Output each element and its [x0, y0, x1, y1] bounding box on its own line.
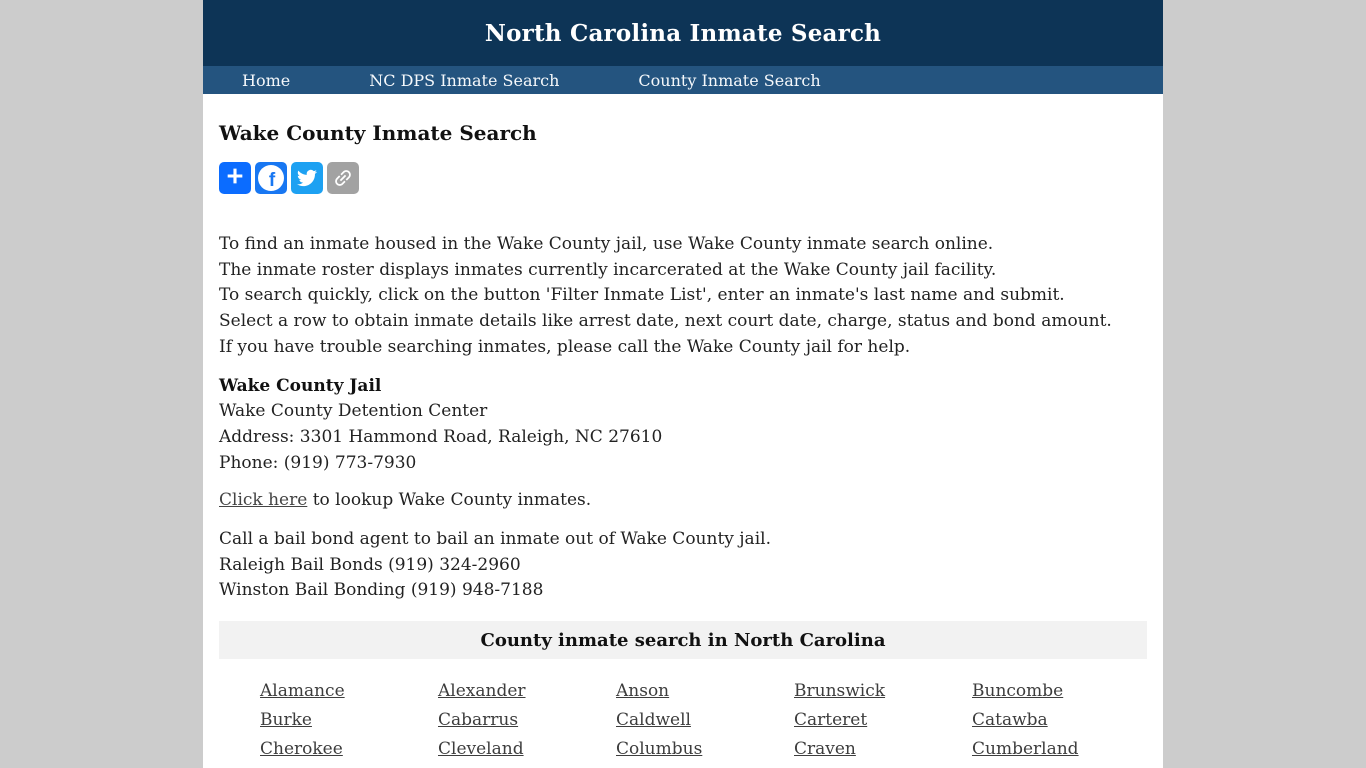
county-link-carteret[interactable]: Carteret — [794, 709, 868, 730]
copy-link-button[interactable] — [327, 162, 359, 194]
intro-line: To find an inmate housed in the Wake County jail, use Wake County inmate search online. — [219, 234, 994, 254]
bail-line: Raleigh Bail Bonds (919) 324-2960 — [219, 554, 521, 575]
county-link-burke[interactable]: Burke — [260, 709, 312, 730]
county-link-columbus[interactable]: Columbus — [616, 738, 703, 759]
share-icon — [224, 165, 246, 191]
county-section-header — [219, 621, 1147, 659]
site-header — [203, 0, 1163, 66]
county-link-brunswick[interactable]: Brunswick — [794, 680, 886, 701]
page-title: Wake County Inmate Search — [219, 121, 537, 145]
county-link-catawba[interactable]: Catawba — [972, 709, 1048, 730]
site-title: North Carolina Inmate Search — [484, 19, 882, 47]
facebook-icon: f — [258, 165, 284, 191]
bail-info — [219, 527, 1147, 604]
county-link-craven[interactable]: Craven — [794, 738, 856, 759]
page-container — [203, 0, 1163, 768]
twitter-share-button[interactable] — [291, 162, 323, 194]
twitter-icon — [297, 168, 317, 188]
county-link-buncombe[interactable]: Buncombe — [972, 680, 1064, 701]
lookup-paragraph — [219, 488, 1147, 514]
intro-line: Select a row to obtain inmate details like arrest date, next court date, charge, status and bond amount. — [219, 311, 1112, 332]
intro-paragraph — [219, 232, 1147, 361]
county-link-alamance[interactable]: Alamance — [260, 680, 345, 701]
county-link-cleveland[interactable]: Cleveland — [438, 738, 524, 759]
share-button[interactable] — [219, 162, 251, 194]
county-link-cumberland[interactable]: Cumberland — [972, 738, 1079, 759]
link-icon — [327, 162, 358, 193]
jail-name: Wake County Jail — [219, 375, 382, 396]
jail-address: Address: 3301 Hammond Road, Raleigh, NC 27610 — [219, 426, 663, 447]
main-content — [203, 120, 1163, 768]
main-nav — [203, 66, 1163, 94]
county-links-grid — [260, 676, 1147, 763]
lookup-rest-text: to lookup Wake County inmates. — [307, 490, 592, 511]
county-section-title: County inmate search in North Carolina — [480, 629, 886, 651]
county-link-caldwell[interactable]: Caldwell — [616, 709, 691, 730]
nav-item-nc-dps-inmate-search[interactable]: NC DPS Inmate Search — [369, 70, 560, 90]
jail-info — [219, 374, 1147, 477]
county-link-anson[interactable]: Anson — [616, 680, 670, 701]
nav-item-home[interactable]: Home — [242, 70, 291, 90]
county-link-cherokee[interactable]: Cherokee — [260, 738, 343, 759]
lookup-link[interactable]: Click here — [219, 490, 308, 511]
facebook-share-button[interactable] — [255, 162, 287, 194]
intro-line: To search quickly, click on the button 'Filter Inmate List', enter an inmate's last name and submit. — [219, 285, 1065, 306]
jail-detention-center: Wake County Detention Center — [219, 401, 488, 422]
county-link-alexander[interactable]: Alexander — [438, 680, 526, 701]
intro-line: If you have trouble searching inmates, please call the Wake County jail for help. — [219, 336, 911, 357]
nav-item-county-inmate-search[interactable]: County Inmate Search — [638, 70, 821, 90]
jail-phone: Phone: (919) 773-7930 — [219, 452, 417, 473]
bail-line: Winston Bail Bonding (919) 948-7188 — [219, 580, 544, 601]
share-buttons — [219, 162, 1147, 194]
intro-line: The inmate roster displays inmates currently incarcerated at the Wake County jail facility. — [219, 259, 997, 280]
bail-line: Call a bail bond agent to bail an inmate out of Wake County jail. — [219, 529, 771, 550]
county-link-cabarrus[interactable]: Cabarrus — [438, 709, 519, 730]
